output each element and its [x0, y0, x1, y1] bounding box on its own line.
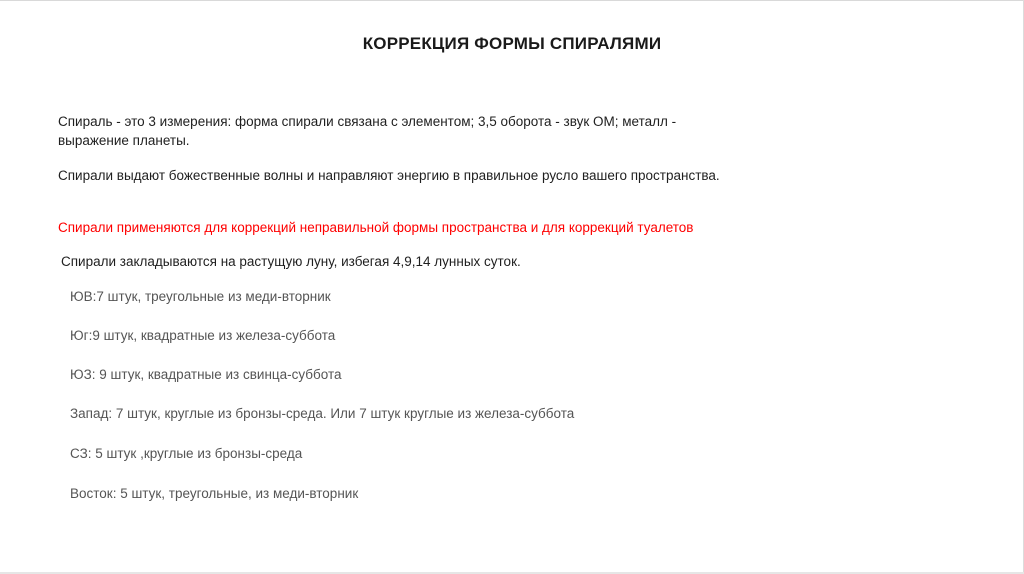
direction-item-east: Восток: 5 штук, треугольные, из меди-вторник — [70, 486, 359, 501]
direction-item-west: Запад: 7 штук, круглые из бронзы-среда. Или 7 штук круглые из железа-суббота — [70, 406, 575, 421]
direction-item-southwest: ЮЗ: 9 штук, квадратные из свинца-суббота — [70, 367, 342, 382]
slide-title: КОРРЕКЦИЯ ФОРМЫ СПИРАЛЯМИ — [362, 34, 662, 53]
paragraph-spiral-usage-highlight: Спирали применяются для коррекций неправильной формы пространства и для коррекций туалетов — [58, 220, 694, 235]
paragraph-spiral-energy: Спирали выдают божественные волны и направляют энергию в правильное русло вашего пространства. — [58, 168, 720, 183]
direction-item-south: Юг:9 штук, квадратные из железа-суббота — [70, 328, 336, 343]
paragraph-spiral-timing: Спирали закладываются на растущую луну, избегая 4,9,14 лунных суток. — [61, 254, 521, 269]
direction-item-southeast: ЮВ:7 штук, треугольные из меди-вторник — [70, 289, 331, 304]
paragraph-spiral-definition: Спираль - это 3 измерения: форма спирали связана с элементом; 3,5 оборота - звук ОМ; металл - выражение планеты. — [58, 114, 677, 148]
direction-item-northwest: СЗ: 5 штук ,круглые из бронзы-среда — [70, 446, 303, 461]
slide-top-border — [0, 0, 1024, 1]
